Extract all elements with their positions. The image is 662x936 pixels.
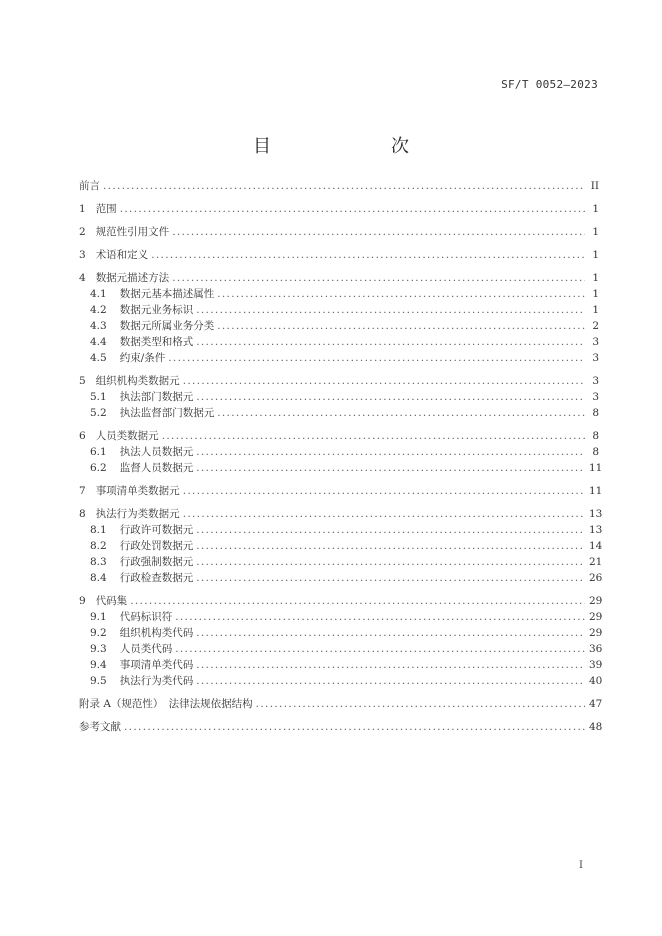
toc-entry-title: 数据元业务标识 [119,304,194,316]
toc-entry-page: 48 [589,721,603,733]
toc-entry-title: 监督人员数据元 [119,462,194,474]
toc-entry-page: 8 [592,407,599,419]
toc-leader-dots [183,508,585,521]
toc-leader-dots [196,556,585,569]
toc-entry[interactable] [79,407,599,420]
toc-entry-page: 36 [589,643,603,655]
toc-entry-page: 2 [592,320,599,332]
toc-entry-number: 9.3 [90,643,107,655]
toc-entry[interactable] [79,352,599,365]
toc-entry-page: 1 [592,272,599,284]
toc-entry-page: 3 [592,336,599,348]
toc-entry[interactable] [79,556,603,569]
toc-entry[interactable] [79,508,603,521]
toc-entry-page: 1 [592,288,599,300]
toc-entry-title: 数据元描述方法 [95,272,170,284]
toc-entry-number: 8.3 [90,556,107,568]
toc-entry-page: 13 [589,508,603,520]
toc-entry-number: 4.3 [90,320,107,332]
toc-leader-dots [172,226,585,239]
toc-entry-page: 1 [592,226,599,238]
toc-leader-dots [196,659,585,672]
toc-entry[interactable] [79,540,603,553]
toc-entry-number: 9.5 [90,675,107,687]
toc-entry-number: 9 [79,595,86,607]
toc-entry[interactable] [79,698,603,711]
toc-entry[interactable] [79,659,603,672]
toc-entry-page: 1 [592,304,599,316]
toc-entry-page: 11 [589,485,603,497]
table-of-contents [79,180,603,734]
toc-entry[interactable] [79,675,603,688]
toc-entry[interactable] [79,721,603,734]
toc-leader-dots [217,407,585,420]
page-number: I [579,860,583,871]
toc-entry-page: 39 [589,659,603,671]
toc-entry-title: 参考文献 [79,721,121,733]
toc-entry-title: 人员类数据元 [95,430,159,442]
toc-entry-title: 数据类型和格式 [119,336,194,348]
toc-entry[interactable] [79,430,599,443]
toc-leader-dots [175,643,585,656]
toc-leader-dots [196,391,585,404]
toc-entry[interactable] [79,524,603,537]
toc-entry[interactable] [79,391,599,404]
toc-leader-dots [196,304,585,317]
toc-entry-page: 3 [592,391,599,403]
toc-entry[interactable] [79,226,599,239]
toc-entry-page: 26 [589,572,603,584]
toc-leader-dots [196,336,585,349]
toc-entry[interactable] [79,249,599,262]
toc-entry-title: 范围 [95,203,117,215]
toc-leader-dots [151,249,585,262]
toc-entry-title: 行政许可数据元 [119,524,194,536]
toc-leader-dots [196,675,585,688]
toc-entry[interactable] [79,595,603,608]
toc-entry-page: 29 [589,627,603,639]
toc-leader-dots [124,721,585,734]
toc-leader-dots [196,524,585,537]
toc-leader-dots [120,203,585,216]
toc-entry-title: 执法监督部门数据元 [119,407,215,419]
toc-entry[interactable] [79,627,603,640]
standard-code: SF/T 0052—2023 [501,78,598,91]
toc-entry-title: 规范性引用文件 [95,226,170,238]
toc-entry-number: 9.2 [90,627,107,639]
toc-entry-number: 8 [79,508,86,520]
toc-entry-page: 3 [592,352,599,364]
toc-entry-title: 事项清单类数据元 [95,485,180,497]
toc-entry-number: 9.1 [90,611,107,623]
toc-entry-number: 4.2 [90,304,107,316]
toc-entry-number: 1 [79,203,86,215]
toc-entry-page: 14 [589,540,603,552]
toc-entry-number: 4 [79,272,86,284]
toc-leader-dots [196,627,585,640]
toc-entry-title: 行政检查数据元 [119,572,194,584]
toc-leader-dots [196,540,585,553]
toc-entry[interactable] [79,272,599,285]
toc-entry-title: 执法人员数据元 [119,446,194,458]
toc-entry[interactable] [79,611,603,624]
toc-entry-title: 数据元所属业务分类 [119,320,215,332]
toc-entry-page: 47 [589,698,603,710]
toc-entry-title: 约束/条件 [119,352,166,364]
toc-entry-number: 8.2 [90,540,107,552]
toc-leader-dots [217,320,585,333]
toc-entry-page: 3 [592,375,599,387]
toc-entry[interactable] [79,446,599,459]
toc-entry-number: 4.5 [90,352,107,364]
toc-entry-page: 13 [589,524,603,536]
toc-leader-dots [183,485,585,498]
toc-leader-dots [196,462,585,475]
toc-entry[interactable] [79,180,599,193]
toc-leader-dots [168,352,585,365]
toc-leader-dots [103,180,585,193]
toc-leader-dots [256,698,585,711]
toc-entry-page: 21 [589,556,603,568]
toc-entry[interactable] [79,203,599,216]
toc-leader-dots [183,375,585,388]
toc-entry-title: 执法部门数据元 [119,391,194,403]
toc-entry-number: 7 [79,485,86,497]
toc-leader-dots [130,595,585,608]
toc-entry-title: 代码集 [95,595,128,607]
toc-entry-number: 3 [79,249,86,261]
toc-entry-number: 6.2 [90,462,107,474]
toc-leader-dots [217,288,585,301]
toc-entry-page: 11 [589,462,603,474]
toc-entry-page: 40 [589,675,603,687]
toc-entry[interactable] [79,375,599,388]
toc-entry-page: 8 [592,446,599,458]
toc-entry-number: 5 [79,375,86,387]
toc-entry[interactable] [79,320,599,333]
toc-leader-dots [196,572,585,585]
toc-entry-number: 8.4 [90,572,107,584]
toc-entry-page: 29 [589,611,603,623]
toc-entry-title: 行政强制数据元 [119,556,194,568]
toc-entry-title: 代码标识符 [119,611,173,623]
toc-leader-dots [162,430,585,443]
toc-entry[interactable] [79,304,599,317]
toc-entry-title: 行政处罚数据元 [119,540,194,552]
toc-entry-page: 1 [592,249,599,261]
toc-entry-title: 前言 [79,180,100,192]
toc-entry-title: 事项清单类代码 [119,659,194,671]
toc-entry-number: 4.1 [90,288,107,300]
toc-entry-title: 术语和定义 [95,249,149,261]
toc-leader-dots [175,611,585,624]
toc-leader-dots [196,446,585,459]
page-title: 目 次 [253,136,437,157]
toc-entry-number: 8.1 [90,524,107,536]
toc-entry-page: 1 [592,203,599,215]
toc-entry-title: 执法行为类数据元 [95,508,180,520]
toc-entry[interactable] [79,462,603,475]
toc-entry-number: 5.1 [90,391,107,403]
toc-entry-number: 9.4 [90,659,107,671]
toc-entry-number: 6.1 [90,446,107,458]
toc-entry-number: 4.4 [90,336,107,348]
toc-entry-number: 2 [79,226,86,238]
toc-entry-number: 6 [79,430,86,442]
toc-entry-page: 29 [589,595,603,607]
toc-leader-dots [172,272,585,285]
toc-entry[interactable] [79,485,603,498]
toc-entry-title: 人员类代码 [119,643,173,655]
toc-entry[interactable] [79,288,599,301]
toc-entry[interactable] [79,572,603,585]
toc-entry-title: 数据元基本描述属性 [119,288,215,300]
toc-entry[interactable] [79,643,603,656]
toc-entry-page: II [590,180,599,192]
toc-entry-title: 组织机构类代码 [119,627,194,639]
toc-entry-number: 5.2 [90,407,107,419]
toc-entry-title: 执法行为类代码 [119,675,194,687]
toc-entry-title: 组织机构类数据元 [95,375,180,387]
toc-entry-title: 附录 A（规范性） 法律法规依据结构 [79,698,253,710]
toc-entry[interactable] [79,336,599,349]
toc-entry-page: 8 [592,430,599,442]
